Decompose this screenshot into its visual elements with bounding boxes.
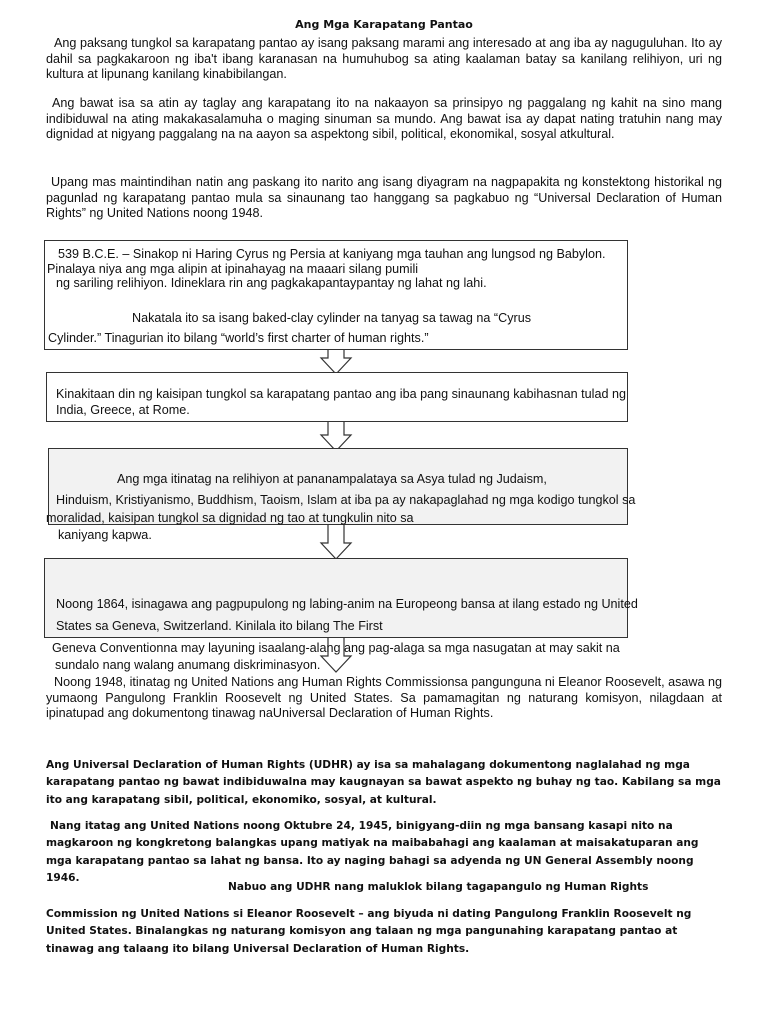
udhr-paragraph-1: Ang Universal Declaration of Human Rights (UDHR) ay isa sa mahalagang dokumentong naglalahad ng mga karapatang pantao ng bawat indibiduwalna may kaugnayan sa bawat aspekto ng buhay ng tao. Kabilang sa mga ito ang karapatang sibil, political, ekonomiko, sosyal, at kultural. [46, 759, 721, 806]
box1-line4: Nakatala ito sa isang baked-clay cylinder na tanyag sa tawag na “Cyrus [132, 311, 532, 325]
geneva-line2: sundalo nang walang anumang diskriminasyon. [55, 658, 321, 672]
page-title: Ang Mga Karapatang Pantao [295, 18, 473, 31]
geneva-line1: Geneva Conventionna may layuning isaalang-alang ang pag-alaga sa mga nasugatan at may sakit na [52, 641, 620, 655]
udhr-paragraph-3: Nabuo ang UDHR nang maluklok bilang tagapangulo ng Human Rights [228, 881, 649, 893]
box3-line4: kaniyang kapwa. [58, 528, 152, 542]
box1-line3: ng sariling relihiyon. Idineklara rin ang pagkakapantaypantay ng lahat ng lahi. [56, 276, 487, 290]
box4-line2: States sa Geneva, Switzerland. Kinilala ito bilang The First [56, 619, 383, 633]
udhr-paragraph-2: Nang itatag ang United Nations noong Oktubre 24, 1945, binigyang-diin ng mga bansang kasapi nito na magkaroon ng kongkretong balangkas upang matiyak na maibabahagi ang kaalaman at maisakatuparan ang mga karapatang pantao sa lahat ng bansa. Ito ay naging bahagi sa adyenda ng UN General Assembly noong 1946. [46, 820, 699, 885]
intro-paragraph-1: Ang paksang tungkol sa karapatang pantao ay isang paksang marami ang interesado at ang iba ay naguguluhan. Ito ay dahil sa pagkakaroon ng iba't ibang karanasan na humuhubog sa ating kaalaman batay sa kanilang relihiyon, uri ng kultura at lipunang kanilang kinabibilangan. [46, 36, 722, 82]
box2-line2: India, Greece, at Rome. [56, 403, 190, 417]
udhr-paragraph-4: Commission ng United Nations si Eleanor Roosevelt – ang biyuda ni dating Pangulong Franklin Roosevelt ng United States. Binalangkas ng naturang komisyon ang talaan ng mga pangunahing karapatang pantao at tinawag ang talaang ito bilang Universal Declaration of Human Rights. [46, 908, 692, 955]
down-arrow-3-icon [320, 521, 352, 561]
intro-paragraph-2: Ang bawat isa sa atin ay taglay ang karapatang ito na nakaayon sa prinsipyo ng paggalang ng kahit na sino mang indibiduwal na ating makakasalamuha o maging sinuman sa mundo. Ang bawat isa ay dapat nating tratuhin nang may dignidad at nigyang paggalang na na aayon sa aspektong sibil, political, ekonomikal, sosyal atkultural. [46, 96, 722, 142]
down-arrow-2-icon [320, 418, 352, 452]
box2-line1: Kinakitaan din ng kaisipan tungkol sa karapatang pantao ang iba pang sinaunang kabihasnan tulad ng [56, 387, 626, 401]
box4-line1: Noong 1864, isinagawa ang pagpupulong ng labing-anim na Europeong bansa at ilang estado ng United [56, 597, 638, 611]
box1-line2: Pinalaya niya ang mga alipin at ipinahayag na maaari silang pumili [47, 262, 419, 276]
box1-line1: 539 B.C.E. – Sinakop ni Haring Cyrus ng Persia at kaniyang mga tauhan ang lungsod ng Babylon. [58, 247, 606, 261]
box1-line5: Cylinder.” Tinagurian ito bilang “world’s first charter of human rights.” [48, 331, 429, 345]
noong-1948-paragraph: Noong 1948, itinatag ng United Nations ang Human Rights Commissionsa pangunguna ni Eleanor Roosevelt, asawa ng yumaong Pangulong Franklin Roosevelt ng United States. Sa pamamagitan ng naturang komisyon, nilagdaan at ipinatupad ang dokumentong tinawag naUniversal Declaration of Human Rights. [46, 675, 722, 721]
intro-paragraph-3: Upang mas maintindihan natin ang paskang ito narito ang isang diyagram na nagpapakita ng konstektong historikal ng pagunlad ng karapatang pantao mula sa sinaunang tao hanggang sa pagkabuo ng “Universal Declaration of Human Rights” ng United Nations noong 1948. [46, 175, 722, 221]
box3-line2: Hinduism, Kristiyanismo, Buddhism, Taoism, Islam at iba pa ay nakapaglahad ng mga kodigo tungkol sa [56, 493, 636, 507]
box3-line1: Ang mga itinatag na relihiyon at pananampalataya sa Asya tulad ng Judaism, [117, 472, 547, 486]
box3-line3: moralidad, kaisipan tungkol sa dignidad ng tao at tungkulin nito sa [46, 511, 414, 525]
